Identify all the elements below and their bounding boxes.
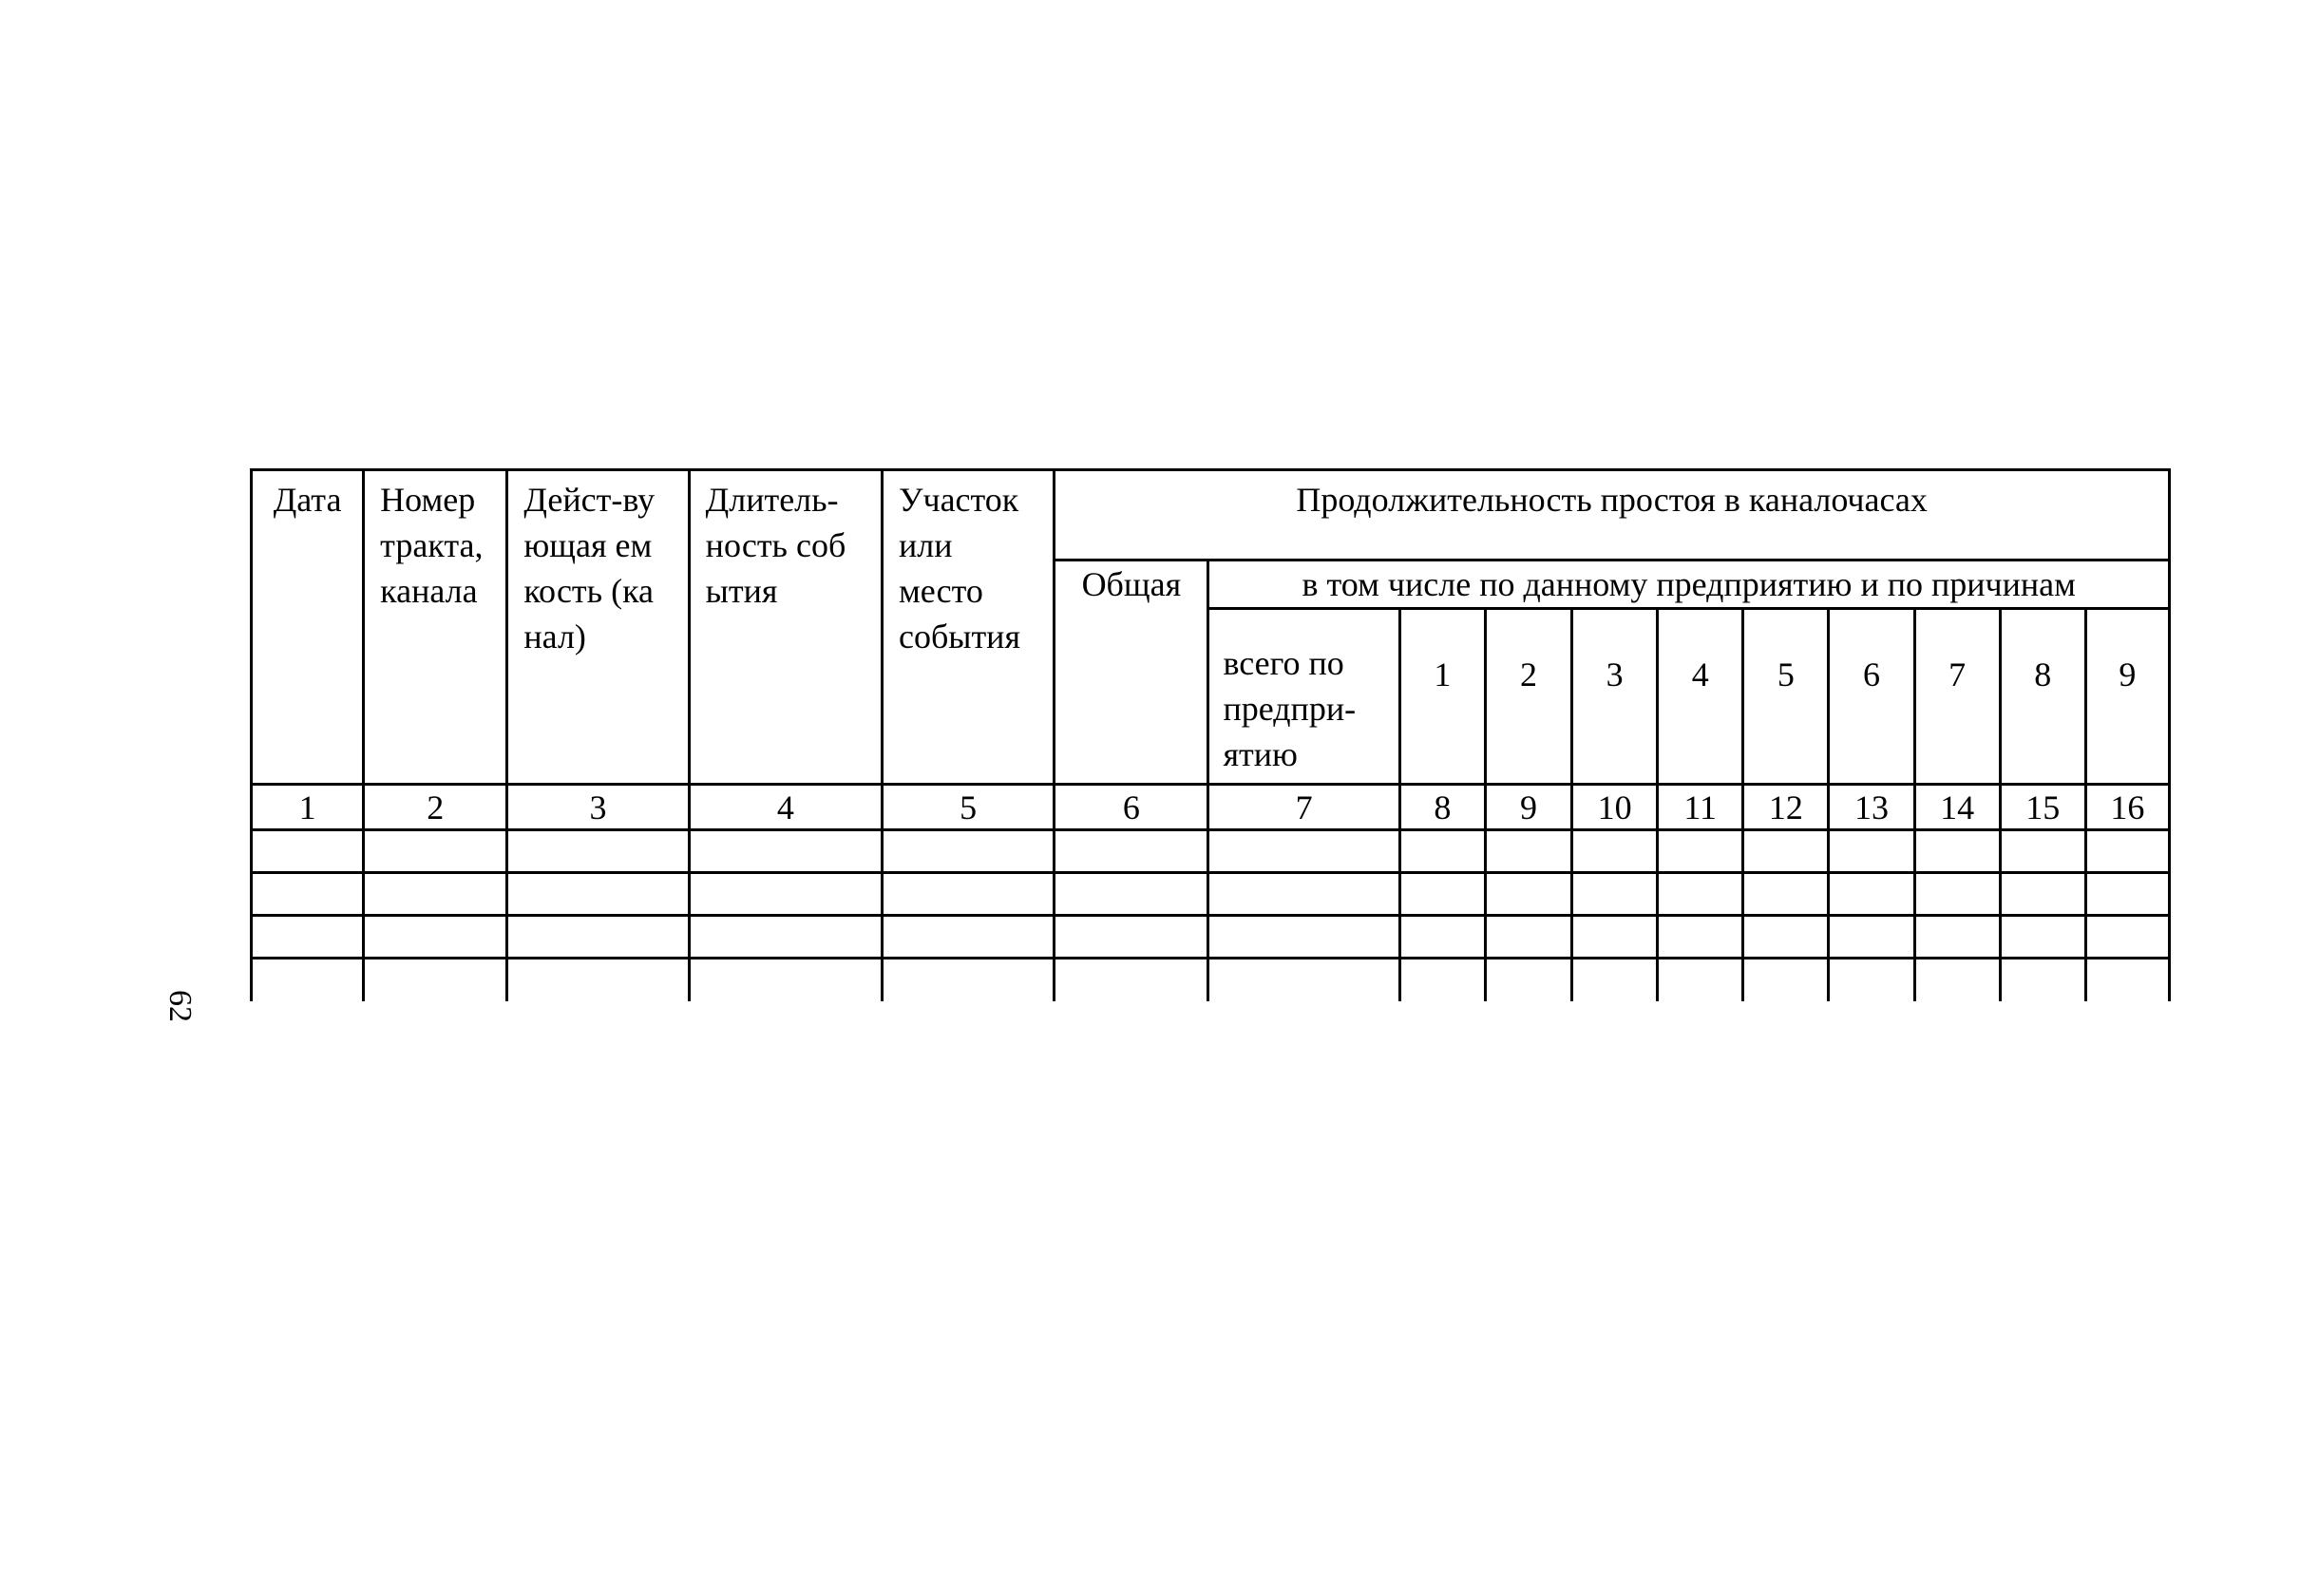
header-downtime-title <box>1055 470 2170 560</box>
header-duration-label: Длитель-ность события <box>705 481 846 610</box>
table-cell <box>2000 830 2085 873</box>
table-cell <box>1914 830 2000 873</box>
header-location <box>882 470 1054 785</box>
table-cell <box>1485 916 1571 959</box>
table-row <box>252 916 2170 959</box>
header-active-capacity-label: Дейст-вующая емкость (канал) <box>523 481 656 656</box>
column-number: 8 <box>1399 785 1485 830</box>
column-number: 9 <box>1485 785 1571 830</box>
column-number: 7 <box>1208 785 1399 830</box>
header-reason-9: 9 <box>2085 609 2169 785</box>
table-cell <box>2000 916 2085 959</box>
table-cell <box>1572 830 1658 873</box>
table-cell <box>364 830 507 873</box>
table-cell <box>252 916 364 959</box>
column-number: 11 <box>1658 785 1743 830</box>
column-number: 14 <box>1914 785 2000 830</box>
header-active-capacity <box>507 470 689 785</box>
column-number: 13 <box>1829 785 1914 830</box>
table-cell <box>882 959 1054 1001</box>
header-total-enterprise <box>1208 609 1399 785</box>
header-date-label: Дата <box>273 481 342 519</box>
table-cell <box>252 830 364 873</box>
table-cell <box>1208 830 1399 873</box>
column-number: 4 <box>689 785 882 830</box>
header-row-1 <box>252 470 2170 560</box>
header-reason-3: 3 <box>1572 609 1658 785</box>
table-cell <box>1485 959 1571 1001</box>
table-cell <box>1055 873 1208 916</box>
table-cell <box>1572 959 1658 1001</box>
table-cell <box>507 873 689 916</box>
header-reason-1: 1 <box>1399 609 1485 785</box>
table-cell <box>252 959 364 1001</box>
header-date <box>252 470 364 785</box>
table-cell <box>1829 916 1914 959</box>
table-cell <box>1829 873 1914 916</box>
page-number: 62 <box>162 990 198 1022</box>
table-cell <box>1572 873 1658 916</box>
table-cell <box>1658 959 1743 1001</box>
table-cell <box>1743 830 1829 873</box>
table-cell <box>1743 959 1829 1001</box>
header-total-label: Общая <box>1081 565 1182 603</box>
column-number: 5 <box>882 785 1054 830</box>
column-number: 2 <box>364 785 507 830</box>
table-cell <box>1743 873 1829 916</box>
header-downtime-title-label: Продолжительность простоя в каналочасах <box>1296 481 1928 519</box>
table-cell <box>1208 959 1399 1001</box>
table-cell <box>689 830 882 873</box>
header-including-label: в том числе по данному предприятию и по причинам <box>1302 565 2076 603</box>
column-number: 10 <box>1572 785 1658 830</box>
header-reason-6: 6 <box>1829 609 1914 785</box>
header-reason-4: 4 <box>1658 609 1743 785</box>
header-location-label: Участок или место события <box>898 481 1021 656</box>
table-row <box>252 830 2170 873</box>
table-cell <box>1208 873 1399 916</box>
table-cell <box>2085 916 2169 959</box>
header-reason-5: 5 <box>1743 609 1829 785</box>
header-including <box>1208 560 2170 609</box>
header-reason-2: 2 <box>1485 609 1571 785</box>
table-cell <box>1055 916 1208 959</box>
table-cell <box>882 830 1054 873</box>
table-row <box>252 959 2170 1001</box>
table-cell <box>2085 959 2169 1001</box>
table-cell <box>507 830 689 873</box>
column-number: 16 <box>2085 785 2169 830</box>
table-cell <box>1658 830 1743 873</box>
table-cell <box>1914 916 2000 959</box>
column-number: 3 <box>507 785 689 830</box>
header-reason-8: 8 <box>2000 609 2085 785</box>
table-cell <box>1399 916 1485 959</box>
table-cell <box>507 959 689 1001</box>
table-cell <box>882 916 1054 959</box>
table-cell <box>1208 916 1399 959</box>
table-cell <box>1055 830 1208 873</box>
table-cell <box>1743 916 1829 959</box>
table-cell <box>1399 873 1485 916</box>
table-cell <box>364 873 507 916</box>
downtime-report-table <box>250 468 2171 1001</box>
table-cell <box>689 959 882 1001</box>
header-reason-7: 7 <box>1914 609 2000 785</box>
table-cell <box>1914 873 2000 916</box>
table-cell <box>364 959 507 1001</box>
table-cell <box>689 873 882 916</box>
table-cell <box>1829 959 1914 1001</box>
table-cell <box>2085 830 2169 873</box>
table-cell <box>1055 959 1208 1001</box>
table-cell <box>1485 830 1571 873</box>
column-number: 15 <box>2000 785 2085 830</box>
table-cell <box>1658 873 1743 916</box>
table-cell <box>1485 873 1571 916</box>
column-number: 1 <box>252 785 364 830</box>
table-cell <box>1572 916 1658 959</box>
table-cell <box>1914 959 2000 1001</box>
table-cell <box>1658 916 1743 959</box>
header-total <box>1055 560 1208 785</box>
header-path-number <box>364 470 507 785</box>
table-cell <box>2000 959 2085 1001</box>
table-cell <box>882 873 1054 916</box>
column-number: 12 <box>1743 785 1829 830</box>
table-cell <box>364 916 507 959</box>
table-cell <box>2000 873 2085 916</box>
header-path-number-label: Номер тракта, канала <box>380 481 484 610</box>
table-cell <box>2085 873 2169 916</box>
column-numbers-row <box>252 785 2170 830</box>
table-cell <box>1399 959 1485 1001</box>
table-cell <box>252 873 364 916</box>
table-cell <box>1399 830 1485 873</box>
header-duration <box>689 470 882 785</box>
header-total-enterprise-label: всего по предпри-ятию <box>1223 644 1357 773</box>
table-cell <box>507 916 689 959</box>
column-number: 6 <box>1055 785 1208 830</box>
table-row <box>252 873 2170 916</box>
table-cell <box>1829 830 1914 873</box>
table-cell <box>689 916 882 959</box>
